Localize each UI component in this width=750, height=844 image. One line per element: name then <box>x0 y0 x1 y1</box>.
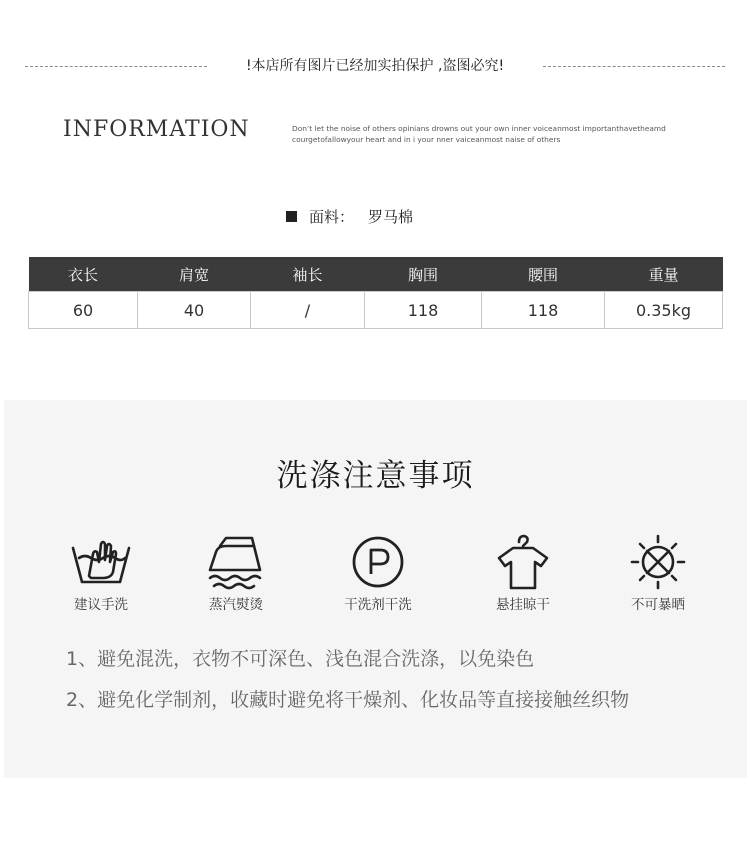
no-sun-icon <box>626 534 690 590</box>
care-item-hand-wash <box>41 534 161 614</box>
care-label-hang-dry: 悬挂晾干 <box>496 597 550 613</box>
care-note-2: 2、避免化学制剂，收藏时避免将干燥剂、化妆品等直接接触丝织物 <box>66 689 630 711</box>
care-item-hang-dry <box>463 534 583 614</box>
header-waist: 腰围 <box>482 257 605 292</box>
cell-sleeve: / <box>251 292 365 329</box>
header-chest: 胸围 <box>365 257 482 292</box>
hang-dry-icon <box>491 534 555 590</box>
care-label-dry-clean: 干洗剂干洗 <box>344 597 412 613</box>
care-item-steam-iron <box>176 534 296 614</box>
cell-length: 60 <box>29 292 138 329</box>
care-section <box>4 400 747 778</box>
notice-divider-left <box>25 66 207 67</box>
information-heading: INFORMATION <box>63 117 250 142</box>
cell-weight: 0.35kg <box>605 292 723 329</box>
care-notes <box>66 648 629 730</box>
cell-chest: 118 <box>365 292 482 329</box>
care-label-no-sun: 不可暴晒 <box>631 597 685 613</box>
dry-clean-icon <box>346 534 410 590</box>
fabric-value: 罗马棉 <box>368 208 414 226</box>
header-weight: 重量 <box>605 257 723 292</box>
size-table-header-row <box>29 257 723 292</box>
steam-iron-icon <box>204 534 268 590</box>
bullet-square-icon <box>286 211 297 222</box>
cell-waist: 118 <box>482 292 605 329</box>
size-table <box>28 257 723 329</box>
notice-divider-right <box>543 66 725 67</box>
care-note-1: 1、避免混洗，衣物不可深色、浅色混合洗涤，以免染色 <box>66 648 535 670</box>
header-sleeve: 袖长 <box>251 257 365 292</box>
header-length: 衣长 <box>29 257 138 292</box>
care-label-steam-iron: 蒸汽熨烫 <box>209 597 263 613</box>
copyright-notice <box>25 54 725 78</box>
information-description: Don’t let the noise of others opinians drowns out your own inner voiceanmost importanthavetheamd courgetofallowyour heart and in i your nner vaiceanmost naise of others <box>292 124 666 144</box>
notice-text: !本店所有图片已经加实拍保护 ,盗图必究! <box>245 58 505 74</box>
care-item-no-sun <box>598 534 718 614</box>
header-shoulder: 肩宽 <box>138 257 251 292</box>
fabric-info <box>286 205 413 229</box>
care-item-dry-clean <box>318 534 438 614</box>
care-label-hand-wash: 建议手洗 <box>74 597 128 613</box>
hand-wash-icon <box>69 534 133 590</box>
care-title: 洗涤注意事项 <box>276 458 475 494</box>
cell-shoulder: 40 <box>138 292 251 329</box>
fabric-label: 面料： <box>309 208 355 226</box>
table-row <box>29 292 723 329</box>
